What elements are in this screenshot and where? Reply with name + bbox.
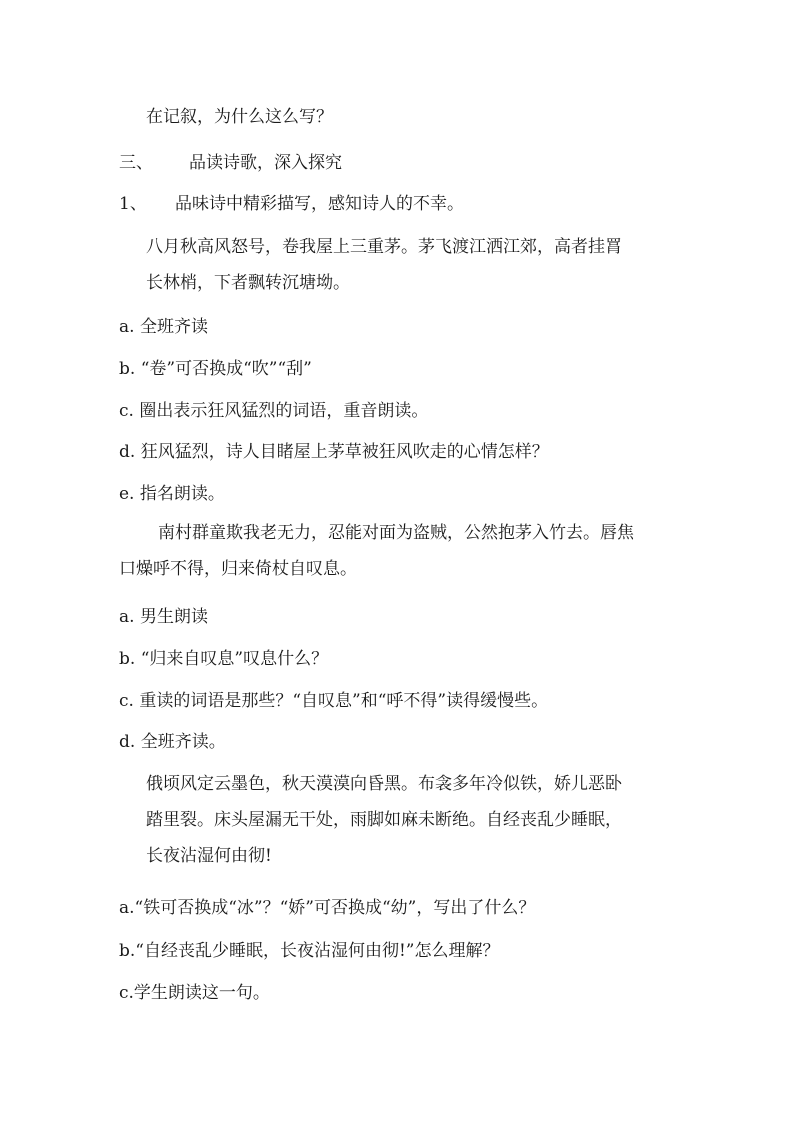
item-one-number: 1、 <box>119 194 147 214</box>
question-1e: e. 指名朗读。 <box>119 484 225 504</box>
question-2b: b. “归来自叹息”叹息什么？ <box>119 649 329 669</box>
question-2c: c. 重读的词语是那些？“自叹息”和“呼不得”读得缓慢些。 <box>119 691 549 711</box>
poem-stanza-1 <box>146 229 622 301</box>
question-3a: a.“铁可否换成“冰”？“娇”可否换成“幼”，写出了什么？ <box>119 898 536 918</box>
poem-stanza-3 <box>146 766 622 874</box>
poem-line: 口燥呼不得，归来倚杖自叹息。 <box>119 559 357 579</box>
section-three-number: 三、 <box>119 153 153 173</box>
poem-line: 长林梢，下者飘转沉塘坳。 <box>146 273 350 293</box>
item-one-title: 品味诗中精彩描写，感知诗人的不幸。 <box>175 194 464 214</box>
question-3b: b.“自经丧乱少睡眠，长夜沾湿何由彻!”怎么理解？ <box>119 941 500 961</box>
poem-line: 踏里裂。床头屋漏无干处，雨脚如麻未断绝。自经丧乱少睡眠， <box>146 810 622 830</box>
question-3c: c.学生朗读这一句。 <box>119 983 270 1003</box>
question-2d: d. 全班齐读。 <box>119 732 226 752</box>
question-2a: a. 男生朗读 <box>119 607 208 627</box>
continued-question: 在记叙，为什么这么写？ <box>146 107 333 127</box>
poem-line: 八月秋高风怒号，卷我屋上三重茅。茅飞渡江洒江郊，高者挂罥 <box>146 237 622 257</box>
question-1d: d. 狂风猛烈，诗人目睹屋上茅草被狂风吹走的心情怎样？ <box>119 442 549 462</box>
poem-line: 南村群童欺我老无力，忍能对面为盗贼，公然抱茅入竹去。唇焦 <box>158 523 634 543</box>
poem-stanza-2 <box>119 522 679 580</box>
section-three-title: 品读诗歌，深入探究 <box>189 153 342 173</box>
poem-line: 俄顷风定云墨色，秋天漠漠向昏黑。布衾多年冷似铁，娇儿恶卧 <box>146 774 622 794</box>
question-1c: c. 圈出表示狂风猛烈的词语，重音朗读。 <box>119 401 429 421</box>
question-1a: a. 全班齐读 <box>119 317 208 337</box>
question-1b: b. “卷”可否换成“吹”“刮” <box>119 359 312 379</box>
poem-line: 长夜沾湿何由彻! <box>146 846 272 866</box>
